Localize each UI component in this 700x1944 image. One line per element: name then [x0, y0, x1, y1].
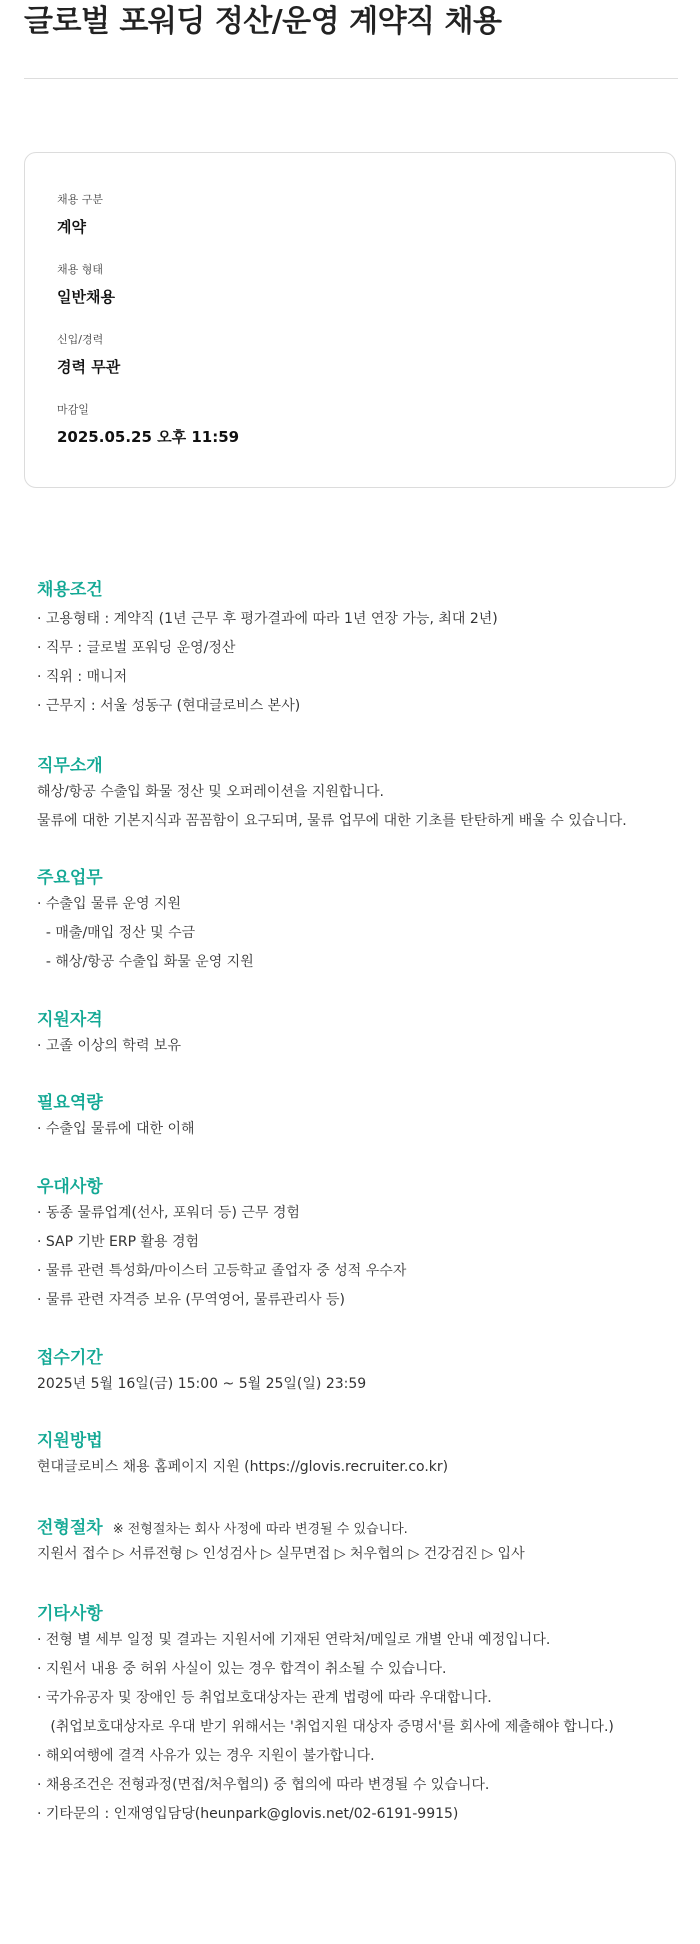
section-line: · 채용조건은 전형과정(면접/처우협의) 중 협의에 따라 변경될 수 있습니다. [37, 1777, 490, 1793]
info-value: 일반채용 [57, 288, 115, 306]
section-line: · 국가유공자 및 장애인 등 취업보호대상자는 관계 법령에 따라 우대합니다. [37, 1690, 492, 1706]
section-line: · 근무지 : 서울 성동구 (현대글로비스 본사) [37, 698, 301, 714]
section-line: 지원서 접수 ▷ 서류전형 ▷ 인성검사 ▷ 실무면접 ▷ 처우협의 ▷ 건강검진 ▷ 입사 [37, 1546, 525, 1562]
section-title: 우대사항 [37, 1177, 103, 1197]
section-line: · 직무 : 글로벌 포워딩 운영/정산 [37, 640, 236, 656]
section-title: 직무소개 [37, 756, 103, 776]
section-etc [37, 1602, 677, 1829]
job-summary-card [24, 152, 676, 488]
info-label: 신입/경력 [57, 333, 104, 346]
page-title: 글로벌 포워딩 정산/운영 계약직 채용 [24, 4, 502, 39]
section-line: 물류에 대한 기본지식과 꼼꼼함이 요구되며, 물류 업무에 대한 기초를 탄탄하게 배울 수 있습니다. [37, 813, 627, 829]
section-line: - 매출/매입 정산 및 수금 [37, 925, 196, 941]
info-value: 2025.05.25 오후 11:59 [57, 428, 240, 446]
section-competencies [37, 1091, 677, 1144]
section-title: 전형절차 [37, 1518, 103, 1538]
section-process [37, 1516, 677, 1569]
info-item-experience [57, 333, 120, 377]
section-line: 해상/항공 수출입 화물 정산 및 오퍼레이션을 지원합니다. [37, 784, 384, 800]
section-line: · 고졸 이상의 학력 보유 [37, 1038, 181, 1054]
section-line: · 직위 : 매니저 [37, 669, 128, 685]
section-qualifications [37, 1008, 677, 1061]
title-divider [24, 78, 678, 79]
section-title: 필요역량 [37, 1093, 103, 1113]
section-title: 지원방법 [37, 1431, 103, 1451]
section-line: · 고용형태 : 계약직 (1년 근무 후 평가결과에 따라 1년 연장 가능, 최대 2년) [37, 611, 498, 627]
section-how-to-apply [37, 1429, 677, 1482]
section-line: · 해외여행에 결격 사유가 있는 경우 지원이 불가합니다. [37, 1748, 375, 1764]
section-job-intro [37, 754, 677, 836]
section-line: · 수출입 물류 운영 지원 [37, 896, 181, 912]
section-line: 현대글로비스 채용 홈페이지 지원 (https://glovis.recruiter.co.kr) [37, 1459, 449, 1475]
section-line: · 전형 별 세부 일정 및 결과는 지원서에 기재된 연락처/메일로 개별 안내 예정입니다. [37, 1632, 551, 1648]
section-preferences [37, 1175, 677, 1315]
section-line: · 지원서 내용 중 허위 사실이 있는 경우 합격이 취소될 수 있습니다. [37, 1661, 447, 1677]
section-line: · 물류 관련 자격증 보유 (무역영어, 물류관리사 등) [37, 1292, 345, 1308]
section-line: · SAP 기반 ERP 활용 경험 [37, 1234, 200, 1250]
info-label: 마감일 [57, 403, 89, 416]
info-item-employment-category [57, 193, 103, 237]
section-title: 채용조건 [37, 580, 103, 600]
info-item-employment-type [57, 263, 115, 307]
section-line: 2025년 5월 16일(금) 15:00 ~ 5월 25일(일) 23:59 [37, 1376, 367, 1392]
section-title: 접수기간 [37, 1348, 103, 1368]
process-note: ※ 전형절차는 회사 사정에 따라 변경될 수 있습니다. [112, 1522, 408, 1537]
section-line: · 동종 물류업계(선사, 포워더 등) 근무 경험 [37, 1205, 300, 1221]
info-value: 계약 [57, 218, 86, 236]
section-title-row [37, 1516, 677, 1540]
section-line: - 해상/항공 수출입 화물 운영 지원 [37, 954, 254, 970]
info-value: 경력 무관 [57, 358, 121, 376]
info-label: 채용 구분 [57, 193, 104, 206]
section-line: · 물류 관련 특성화/마이스터 고등학교 졸업자 중 성적 우수자 [37, 1263, 407, 1279]
section-duties [37, 866, 677, 977]
section-line: · 수출입 물류에 대한 이해 [37, 1121, 195, 1137]
info-item-deadline [57, 403, 239, 447]
info-label: 채용 형태 [57, 263, 104, 276]
section-conditions [37, 578, 677, 721]
section-application-period [37, 1346, 677, 1399]
section-title: 주요업무 [37, 868, 103, 888]
section-line: · 기타문의 : 인재영입담당(heunpark@glovis.net/02-6191-9915) [37, 1806, 459, 1822]
section-title: 지원자격 [37, 1010, 103, 1030]
section-title: 기타사항 [37, 1604, 103, 1624]
job-description [37, 578, 677, 1829]
section-line: (취업보호대상자로 우대 받기 위해서는 '취업지원 대상자 증명서'를 회사에 제출해야 합니다.) [37, 1719, 614, 1735]
